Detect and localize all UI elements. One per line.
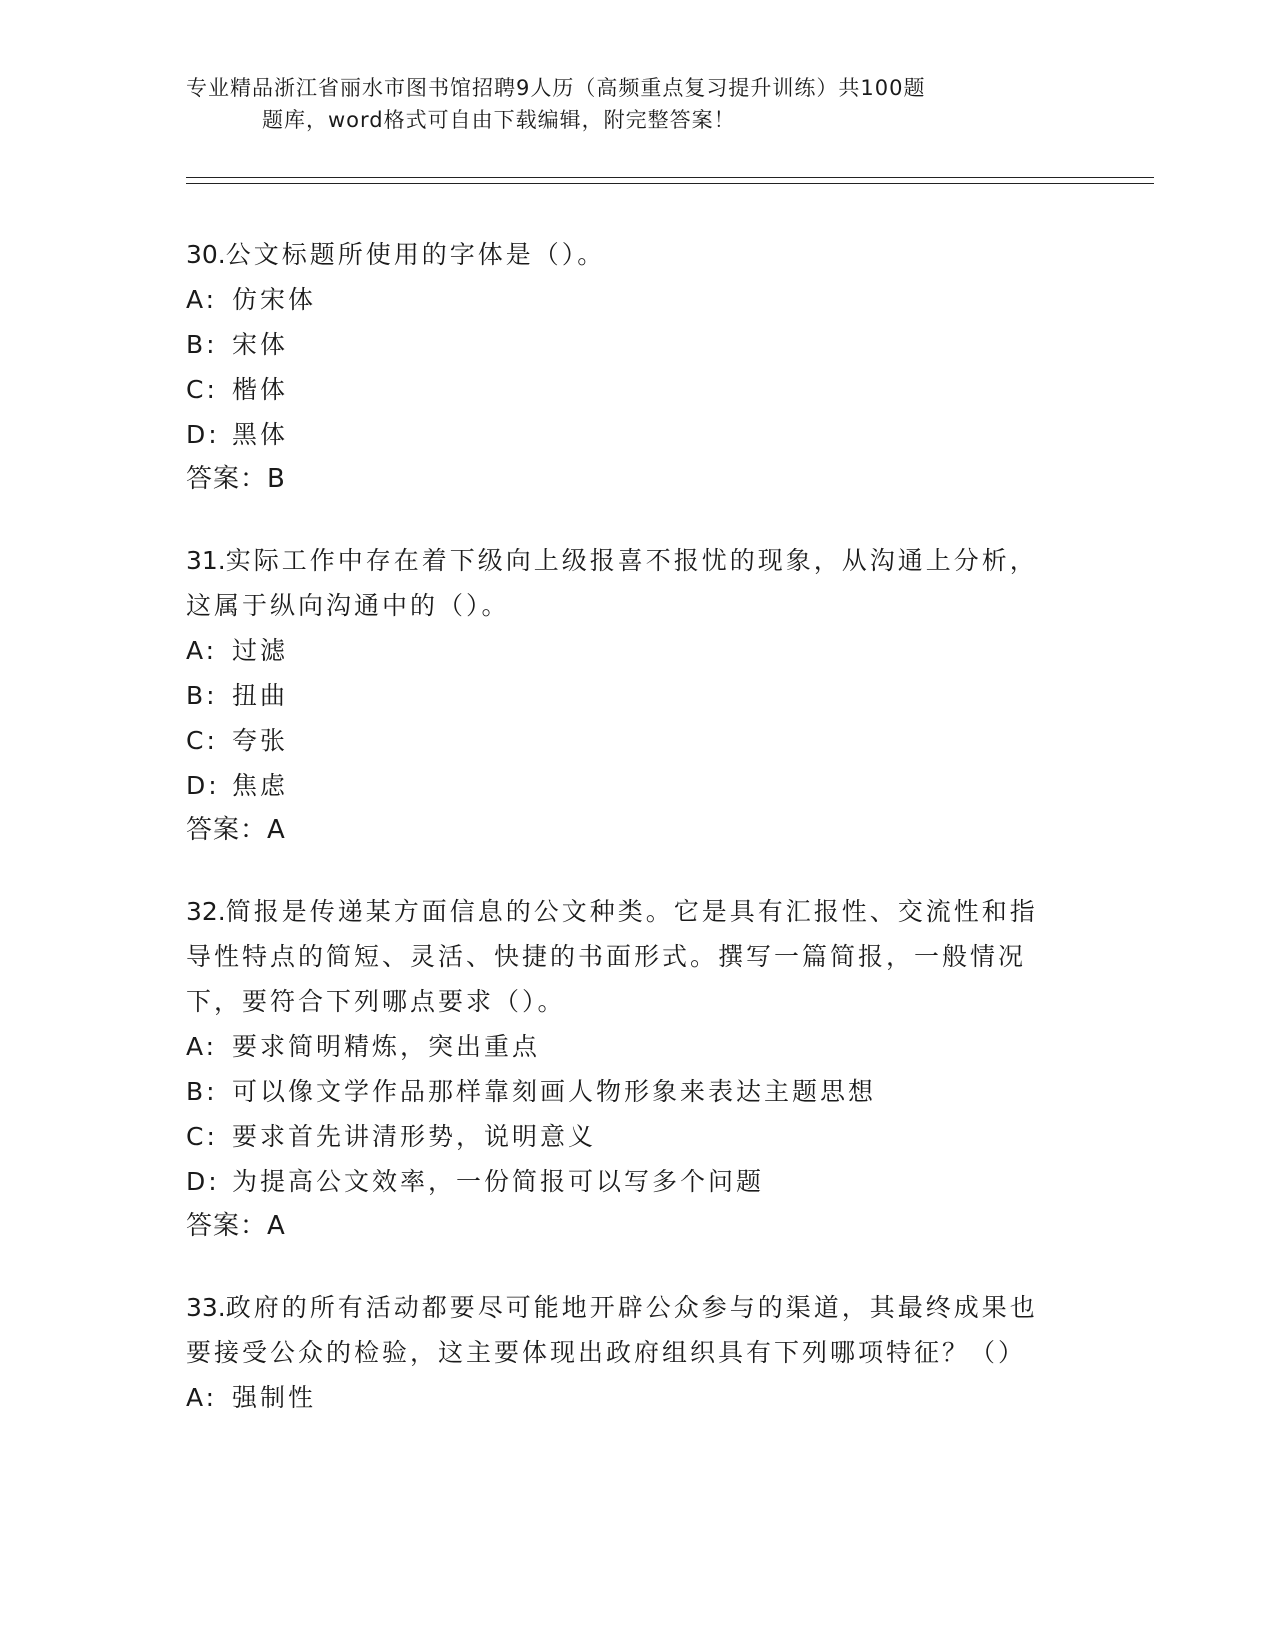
answer-option: [186, 718, 1086, 763]
header-divider-top: [186, 177, 1154, 178]
question-block: [186, 1285, 1086, 1420]
question-stem-line: [186, 1330, 1086, 1375]
question-list: [186, 232, 1086, 1456]
option-label: B:: [186, 1077, 218, 1106]
answer-option: [186, 673, 1086, 718]
question-number: 31.: [186, 546, 226, 575]
answer-key: 答案：A: [186, 1211, 286, 1241]
answer-option: [186, 277, 1086, 322]
question-text: 政府的所有活动都要尽可能地开辟公众参与的渠道，其最终成果也: [225, 1293, 1038, 1322]
answer-option: [186, 412, 1086, 457]
option-text: 夸张: [232, 726, 289, 755]
answer-option: [186, 367, 1086, 412]
option-text: 为提高公文效率，一份简报可以写多个问题: [232, 1167, 765, 1196]
option-text: 可以像文学作品那样靠刻画人物形象来表达主题思想: [232, 1077, 877, 1106]
question-stem-line: [186, 934, 1086, 979]
answer-option: [186, 1024, 1086, 1069]
question-stem-line: [186, 583, 1086, 628]
answer-option: [186, 322, 1086, 367]
answer-key: 答案：A: [186, 815, 286, 845]
question-text: 这属于纵向沟通中的（）。: [186, 591, 510, 620]
question-number: 33.: [186, 1293, 226, 1322]
option-text: 要求首先讲清形势，说明意义: [232, 1122, 597, 1151]
option-label: C:: [186, 726, 218, 755]
option-text: 扭曲: [232, 681, 289, 710]
option-text: 焦虑: [232, 771, 289, 800]
header-title-line1: 专业精品浙江省丽水市图书馆招聘9人历（高频重点复习提升训练）共100题: [186, 76, 926, 100]
header-title-line2: 题库，word格式可自由下载编辑，附完整答案！: [262, 108, 736, 132]
question-block: [186, 232, 1086, 502]
question-block: [186, 889, 1086, 1249]
question-number: 32.: [186, 897, 226, 926]
question-text: 下，要符合下列哪点要求（）。: [186, 987, 566, 1016]
answer-option: [186, 1159, 1086, 1204]
question-block: [186, 538, 1086, 853]
question-stem-first-line: [186, 1285, 1086, 1330]
option-label: D:: [186, 420, 220, 449]
option-label: C:: [186, 375, 218, 404]
question-text: 简报是传递某方面信息的公文种类。它是具有汇报性、交流性和指: [225, 897, 1038, 926]
option-text: 要求简明精炼，突出重点: [232, 1032, 541, 1061]
question-text: 要接受公众的检验，这主要体现出政府组织具有下列哪项特征？（）: [186, 1338, 1027, 1367]
option-label: D:: [186, 1167, 220, 1196]
answer-option: [186, 1069, 1086, 1114]
option-text: 宋体: [232, 330, 289, 359]
document-header: [186, 72, 1086, 136]
option-label: A:: [186, 636, 218, 665]
answer-option: [186, 1114, 1086, 1159]
option-label: B:: [186, 330, 218, 359]
question-text: 导性特点的简短、灵活、快捷的书面形式。撰写一篇简报，一般情况: [186, 942, 1027, 971]
header-divider-bottom: [186, 183, 1154, 184]
question-text: 公文标题所使用的字体是（）。: [225, 240, 606, 269]
question-stem-first-line: [186, 889, 1086, 934]
option-text: 仿宋体: [232, 285, 317, 314]
answer-option: [186, 628, 1086, 673]
question-stem-line: [186, 979, 1086, 1024]
option-text: 强制性: [232, 1383, 317, 1412]
question-text: 实际工作中存在着下级向上级报喜不报忧的现象，从沟通上分析，: [225, 546, 1038, 575]
question-stem-first-line: [186, 232, 1086, 277]
answer-option: [186, 763, 1086, 808]
option-text: 过滤: [232, 636, 289, 665]
option-label: A:: [186, 1032, 218, 1061]
question-stem-first-line: [186, 538, 1086, 583]
question-number: 30.: [186, 240, 226, 269]
answer-key: 答案：B: [186, 464, 286, 494]
option-label: A:: [186, 285, 218, 314]
option-text: 楷体: [232, 375, 289, 404]
option-label: A:: [186, 1383, 218, 1412]
answer-option: [186, 1375, 1086, 1420]
option-label: D:: [186, 771, 220, 800]
option-label: C:: [186, 1122, 218, 1151]
option-text: 黑体: [232, 420, 289, 449]
option-label: B:: [186, 681, 218, 710]
